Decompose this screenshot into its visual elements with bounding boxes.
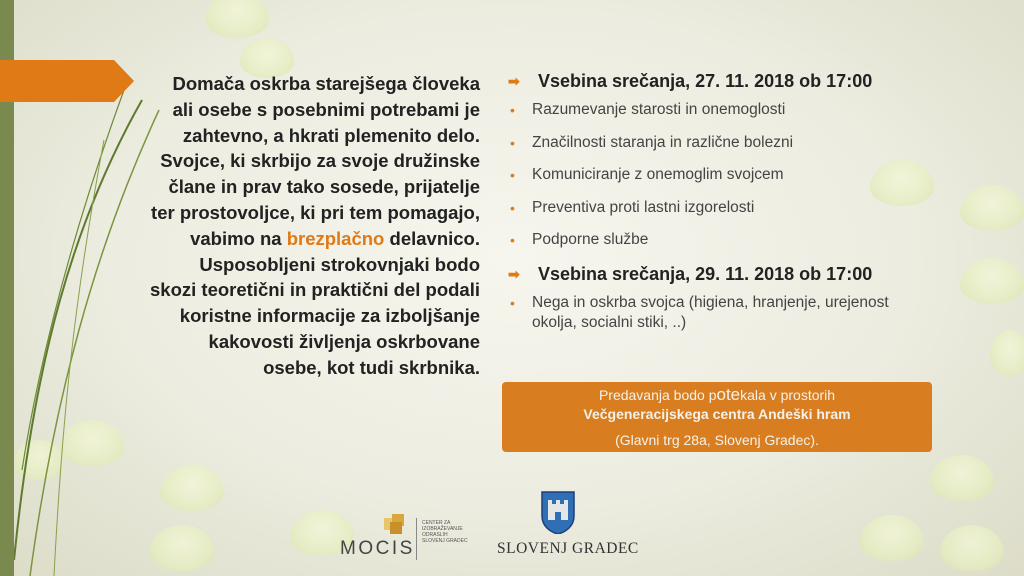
leaf-decoration: [940, 525, 1004, 571]
session-1-heading: [508, 70, 928, 92]
list-item: • Preventiva proti lastni izgorelosti: [510, 198, 755, 216]
bullet-icon: •: [510, 134, 515, 151]
session-2-heading-text: Vsebina srečanja, 29. 11. 2018 ob 17:00: [538, 263, 873, 284]
free-highlight: brezplačno: [286, 227, 385, 249]
leaf-decoration: [205, 0, 269, 38]
list-item: • Značilnosti staranja in različne bolezni: [510, 133, 794, 151]
bullet-icon: •: [510, 167, 515, 183]
location-info-box: [502, 382, 932, 452]
mocis-logo: [340, 512, 470, 562]
arrow-right-icon: ➡: [508, 265, 520, 282]
arrow-pointer-shape: [0, 60, 134, 102]
session-2-heading: [508, 263, 928, 285]
leaf-decoration: [960, 185, 1024, 231]
sessions-column: [508, 70, 928, 345]
intro-text-before: Domača oskrba starejšega človeka ali osebe s posebnimi potrebami je zahtevno, a hkrati plemenito delo. Svojce, ki skrbijo za svoje družinske člane in prav tako sosede, prijatelje ter prostovoljce, ki pri tem pomagajo, vabimo na: [151, 73, 480, 249]
list-item: • Nega in oskrba svojca (higiena, hranjenje, urejenost okolja, socialni stiki, ..): [510, 293, 889, 331]
session-1-list: [508, 100, 928, 250]
slovenj-gradec-crest-icon: [540, 490, 576, 534]
mocis-cube-icon: [384, 514, 406, 534]
intro-text-after: delavnico. Usposobljeni strokovnjaki bodo skozi teoretični in praktični del podali koristne informacije za izboljšanje kakovosti življenja oskrbovane osebe, kot tudi skrbnika.: [150, 227, 480, 378]
intro-paragraph: [150, 71, 480, 381]
leaf-decoration: [960, 258, 1024, 304]
session-1-heading-text: Vsebina srečanja, 27. 11. 2018 ob 17:00: [538, 71, 873, 91]
list-item: • Razumevanje starosti in onemoglosti: [510, 101, 786, 118]
logo-divider: [416, 518, 417, 560]
leaf-decoration: [930, 455, 994, 501]
bullet-icon: •: [510, 102, 515, 118]
location-venue: Večgeneracijskega centra Andeški hram: [583, 406, 851, 422]
location-address: (Glavni trg 28a, Slovenj Gradec).: [615, 432, 819, 448]
list-item: • Podporne službe: [510, 231, 649, 248]
bullet-icon: •: [510, 199, 515, 216]
bullet-icon: •: [510, 294, 515, 311]
list-item: • Komuniciranje z onemoglim svojcem: [510, 166, 784, 183]
leaf-decoration: [860, 515, 924, 561]
bullet-icon: •: [510, 232, 515, 248]
session-2-list: [508, 293, 928, 333]
slovenj-gradec-wordmark: SLOVENJ GRADEC: [497, 540, 639, 557]
mocis-subtitle: CENTER ZA IZOBRAŽEVANJE ODRASLIH SLOVENJ GRADEC: [422, 520, 468, 544]
location-line-1: Predavanja bodo potekala v prostorih: [598, 385, 836, 404]
leaf-decoration: [990, 330, 1024, 376]
mocis-wordmark: MOCIS: [340, 538, 415, 559]
arrow-right-icon: ➡: [508, 73, 520, 89]
